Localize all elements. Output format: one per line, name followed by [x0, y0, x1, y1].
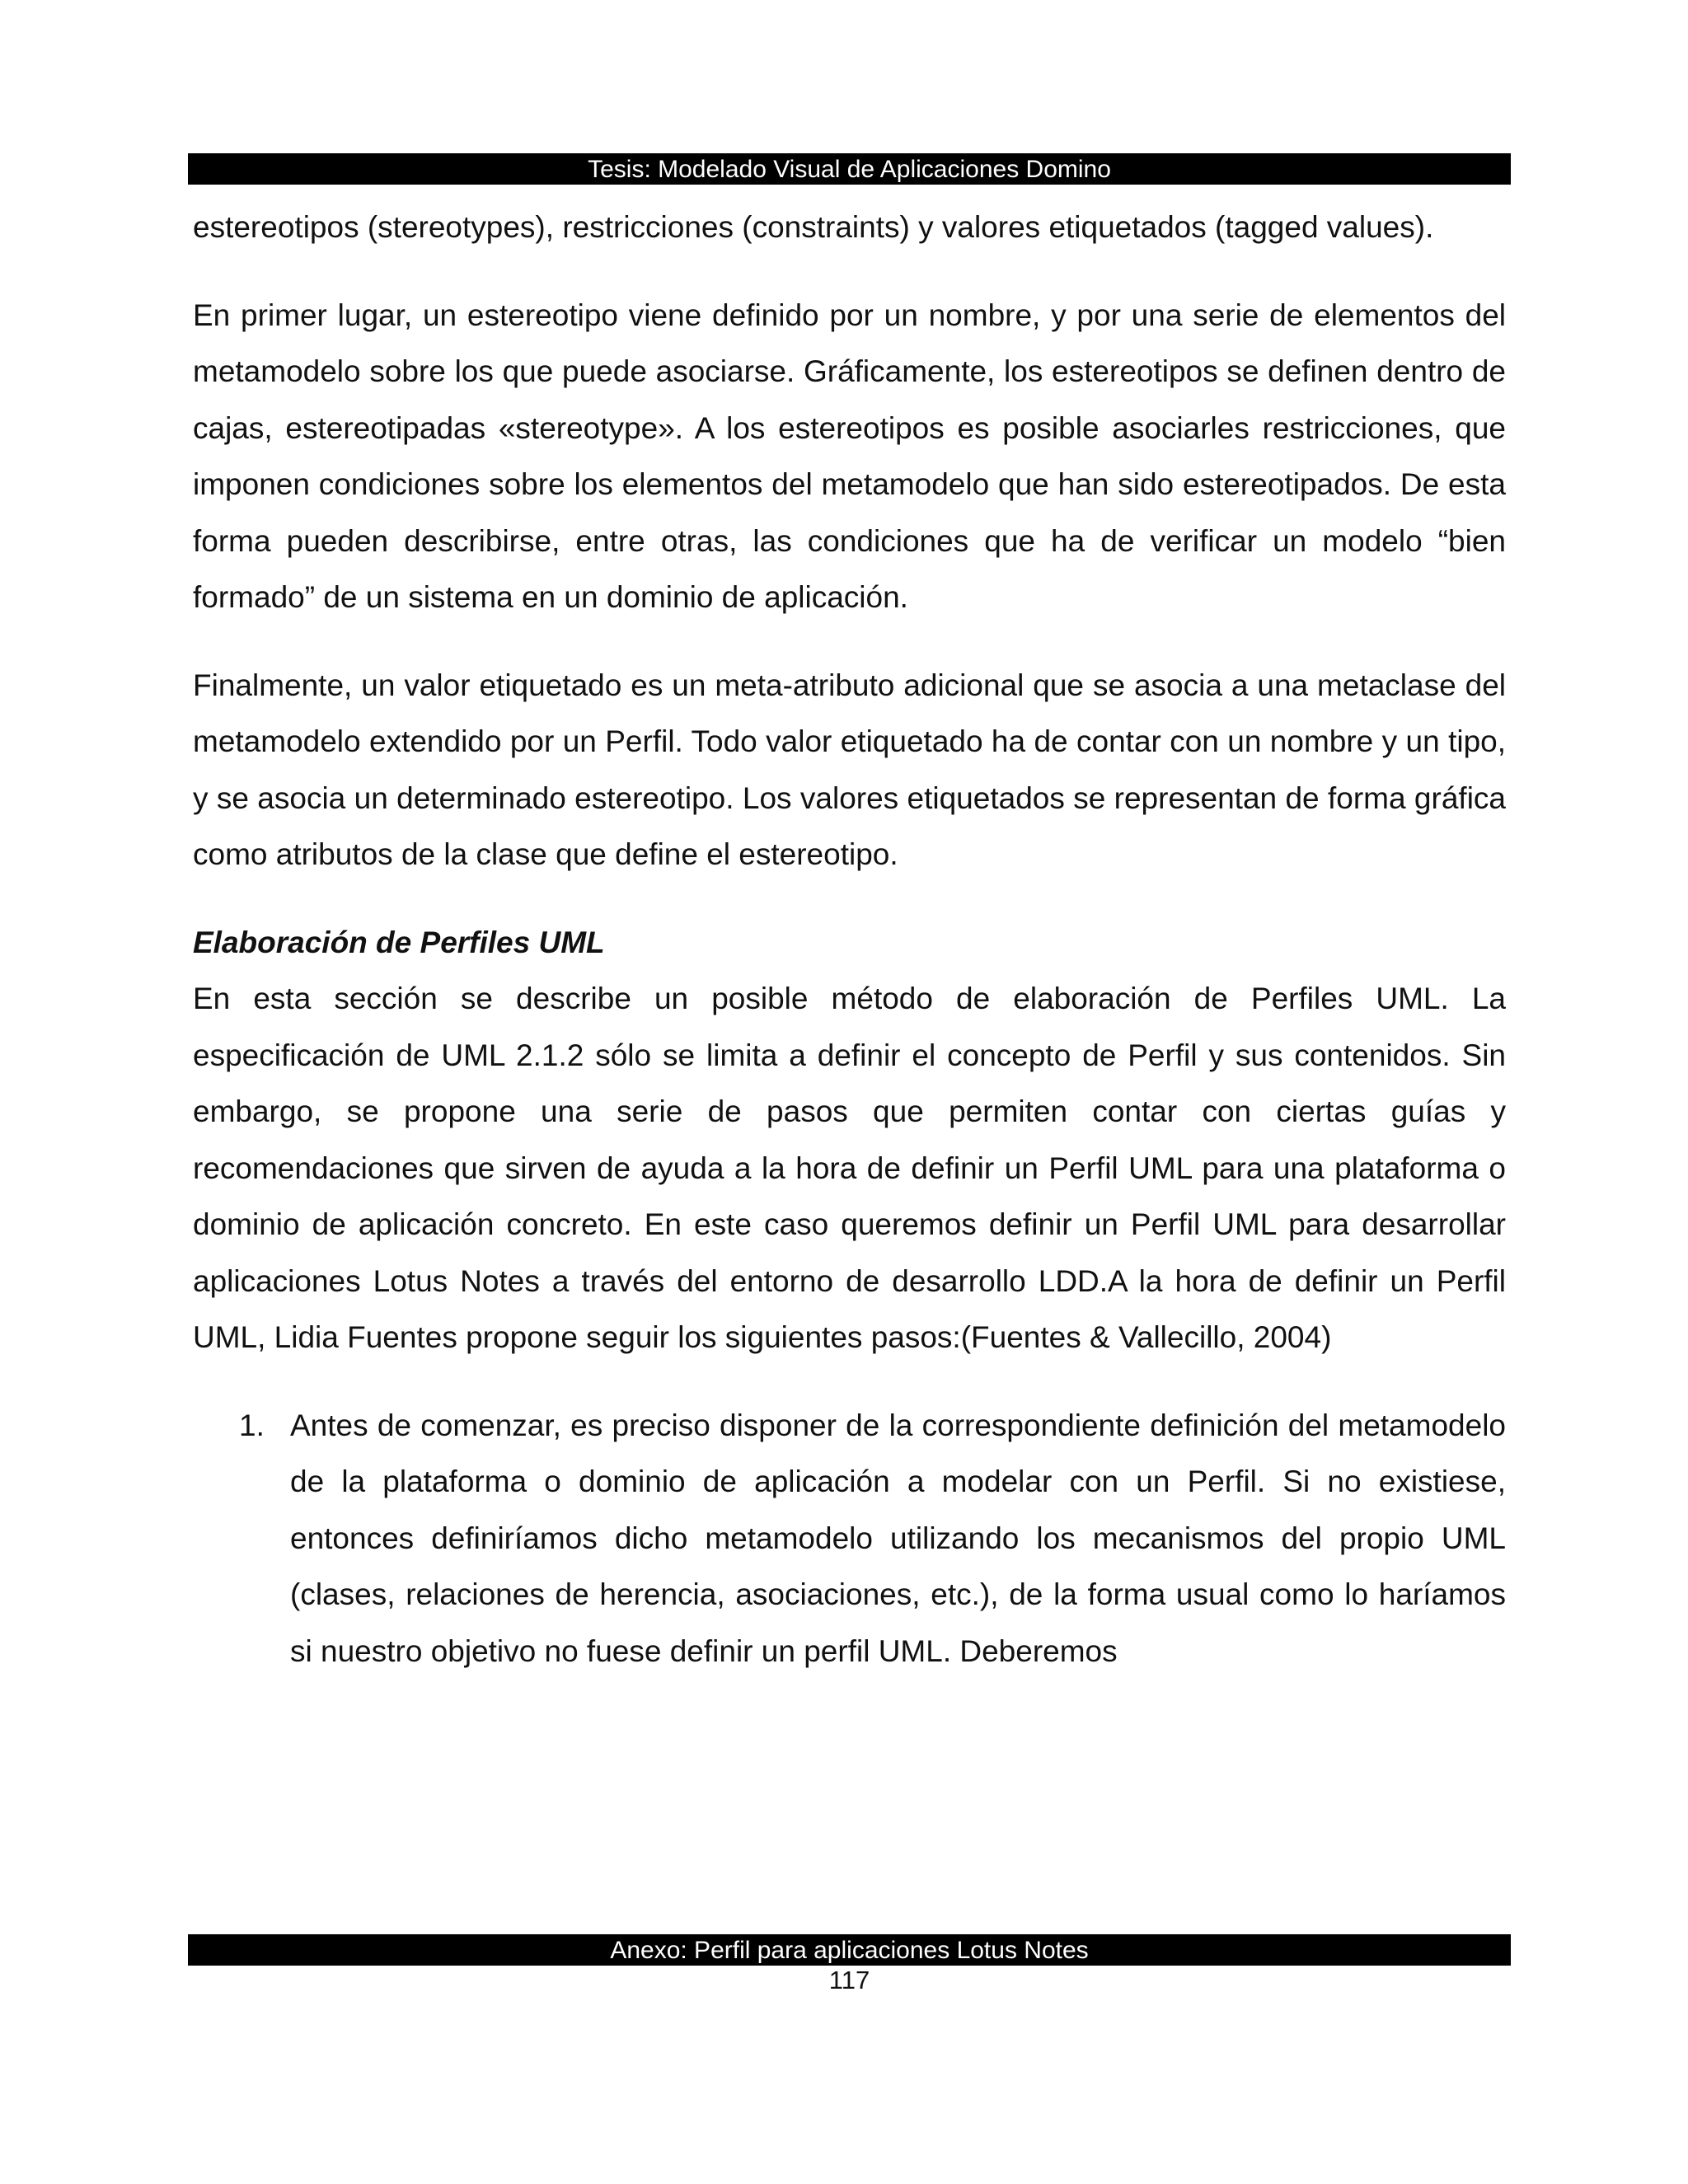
- section-heading: Elaboración de Perfiles UML: [193, 925, 605, 959]
- list-item-number: 1.: [239, 1408, 265, 1442]
- steps-list: [193, 1398, 1506, 1680]
- paragraph-gap: [193, 883, 1506, 915]
- paragraph-tagged-values: Finalmente, un valor etiquetado es un meta-atributo adicional que se asocia a una metaclase del metamodelo extendido por un Perfil. Todo valor etiquetado ha de contar con un nombre y un tipo, y se asocia un determinado estereotipo. Los valores etiquetados se representan de forma gráfica como atributos de la clase que define el estereotipo.: [193, 668, 1506, 871]
- page-body: [193, 199, 1506, 1680]
- running-footer: Anexo: Perfil para aplicaciones Lotus Notes: [188, 1934, 1511, 1966]
- list-item: [193, 1398, 1506, 1680]
- running-header: Tesis: Modelado Visual de Aplicaciones Domino: [188, 153, 1511, 185]
- paragraph-stereotypes-intro: estereotipos (stereotypes), restricciones (constraints) y valores etiquetados (tagged values).: [193, 210, 1434, 244]
- paragraph-stereotype-definition: En primer lugar, un estereotipo viene definido por un nombre, y por una serie de elementos del metamodelo sobre los que puede asociarse. Gráficamente, los estereotipos se definen dentro de cajas, estereotipadas «stereotype». A los estereotipos es posible asociarles restricciones, que imponen condiciones sobre los elementos del metamodelo que han sido estereotipados. De esta forma pueden describirse, entre otras, las condiciones que ha de verificar un modelo “bien formado” de un sistema en un dominio de aplicación.: [193, 298, 1506, 614]
- paragraph-gap: [193, 626, 1506, 658]
- paragraph-profile-method: En esta sección se describe un posible método de elaboración de Perfiles UML. La especificación de UML 2.1.2 sólo se limita a definir el concepto de Perfil y sus contenidos. Sin embargo, se propone una serie de pasos que permiten contar con ciertas guías y recomendaciones que sirven de ayuda a la hora de definir un Perfil UML para una plataforma o dominio de aplicación concreto. En este caso queremos definir un Perfil UML para desarrollar aplicaciones Lotus Notes a través del entorno de desarrollo LDD.A la hora de definir un Perfil UML, Lidia Fuentes propone seguir los siguientes pasos:(Fuentes & Vallecillo, 2004): [193, 982, 1506, 1354]
- paragraph-gap: [193, 256, 1506, 288]
- page-number: 117: [828, 1966, 870, 1994]
- paragraph-gap: [193, 1366, 1506, 1398]
- list-item-text: Antes de comenzar, es preciso disponer de la correspondiente definición del metamodelo de la plataforma o dominio de aplicación a modelar con un Perfil. Si no existiese, entonces definiríamos dicho metamodelo utilizando los mecanismos del propio UML (clases, relaciones de herencia, asociaciones, etc.), de la forma usual como lo haríamos si nuestro objetivo no fuese definir un perfil UML. Deberemos: [290, 1408, 1506, 1668]
